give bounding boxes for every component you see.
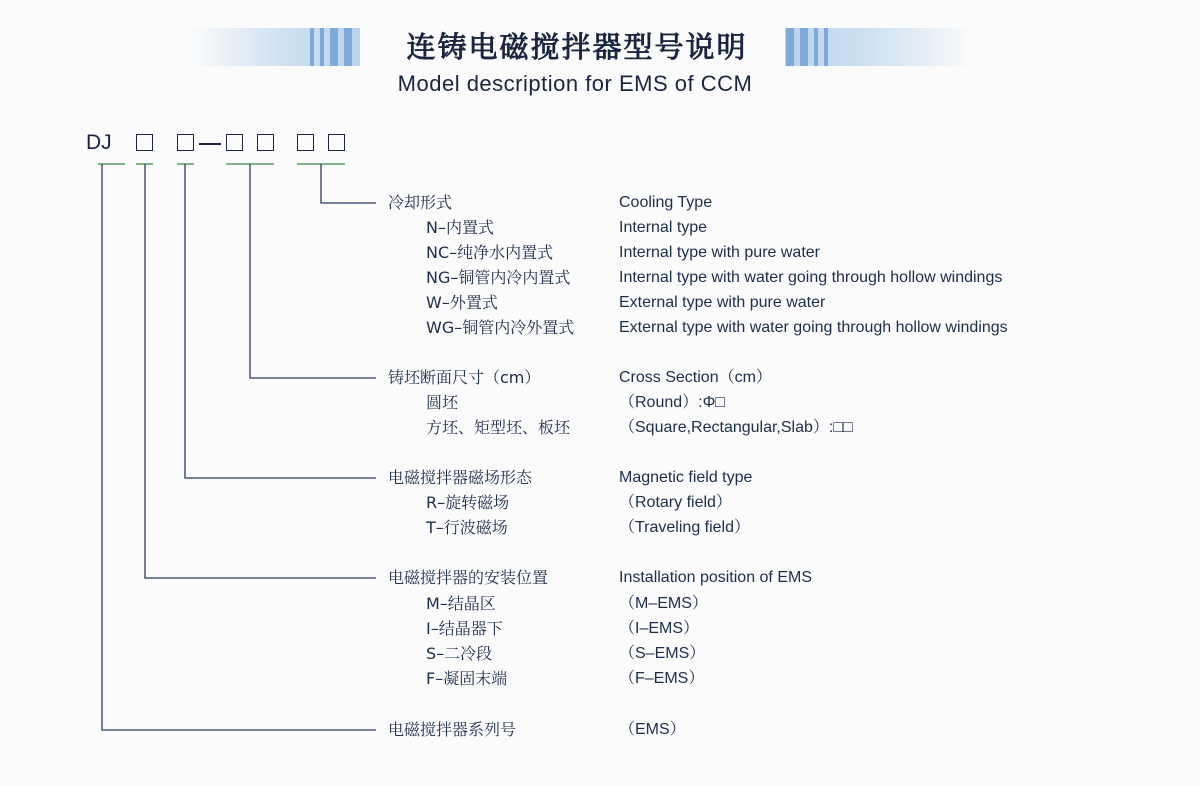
connector-field — [185, 164, 376, 478]
cooling-item-en: External type with water going through hollow windings — [619, 319, 1008, 336]
section-item-cn: 圆坯 — [426, 393, 459, 412]
cooling-item-cn: NG–铜管内冷内置式 — [426, 268, 571, 287]
section-heading-cn: 铸坯断面尺寸（cm） — [388, 368, 541, 387]
field-heading-cn: 电磁搅拌器磁场形态 — [388, 468, 533, 487]
cooling-item-cn: NC–纯净水内置式 — [426, 243, 554, 262]
connector-section — [250, 164, 376, 378]
series-heading-cn: 电磁搅拌器系列号 — [388, 720, 517, 739]
cooling-heading-en: Cooling Type — [619, 194, 713, 211]
installation-item-en: （S–EMS） — [619, 645, 706, 662]
cooling-item-cn: N–内置式 — [426, 218, 494, 237]
model-code-prefix: DJ — [86, 131, 112, 154]
section-item-en: （Round）:Φ□ — [619, 394, 726, 411]
field-item-cn: R–旋转磁场 — [426, 493, 510, 512]
cooling-item-en: External type with pure water — [619, 294, 826, 311]
section-heading-en: Cross Section（cm） — [619, 369, 772, 386]
section-item-cn: 方坯、矩型坯、板坯 — [426, 418, 571, 437]
installation-heading-cn: 电磁搅拌器的安装位置 — [388, 568, 549, 587]
installation-item-cn: S–二冷段 — [426, 644, 493, 663]
installation-item-cn: F–凝固末端 — [426, 669, 508, 688]
cooling-item-cn: W–外置式 — [426, 293, 498, 312]
series-heading-en: （EMS） — [619, 721, 686, 738]
installation-item-cn: I–结晶器下 — [426, 619, 503, 638]
connector-installation — [145, 164, 376, 578]
cooling-item-cn: WG–铜管内冷外置式 — [426, 318, 575, 337]
cooling-item-en: Internal type with water going through hollow windings — [619, 269, 1003, 286]
field-item-en: （Rotary field） — [619, 494, 732, 511]
installation-heading-en: Installation position of EMS — [619, 569, 812, 586]
field-item-en: （Traveling field） — [619, 519, 751, 536]
section-item-en: （Square,Rectangular,Slab）:□□ — [619, 419, 853, 436]
cooling-item-en: Internal type with pure water — [619, 244, 820, 261]
installation-item-en: （M–EMS） — [619, 595, 708, 612]
page-title-en: Model description for EMS of CCM — [397, 71, 753, 96]
cooling-item-en: Internal type — [619, 219, 708, 236]
field-item-cn: T–行波磁场 — [426, 518, 508, 537]
installation-item-cn: M–结晶区 — [426, 594, 496, 613]
installation-item-en: （I–EMS） — [619, 620, 700, 637]
field-heading-en: Magnetic field type — [619, 469, 753, 486]
connector-cooling — [321, 164, 376, 203]
installation-item-en: （F–EMS） — [619, 670, 705, 687]
page-title-cn: 连铸电磁搅拌器型号说明 — [406, 30, 748, 64]
cooling-heading-cn: 冷却形式 — [388, 193, 453, 212]
connector-series — [102, 164, 376, 730]
